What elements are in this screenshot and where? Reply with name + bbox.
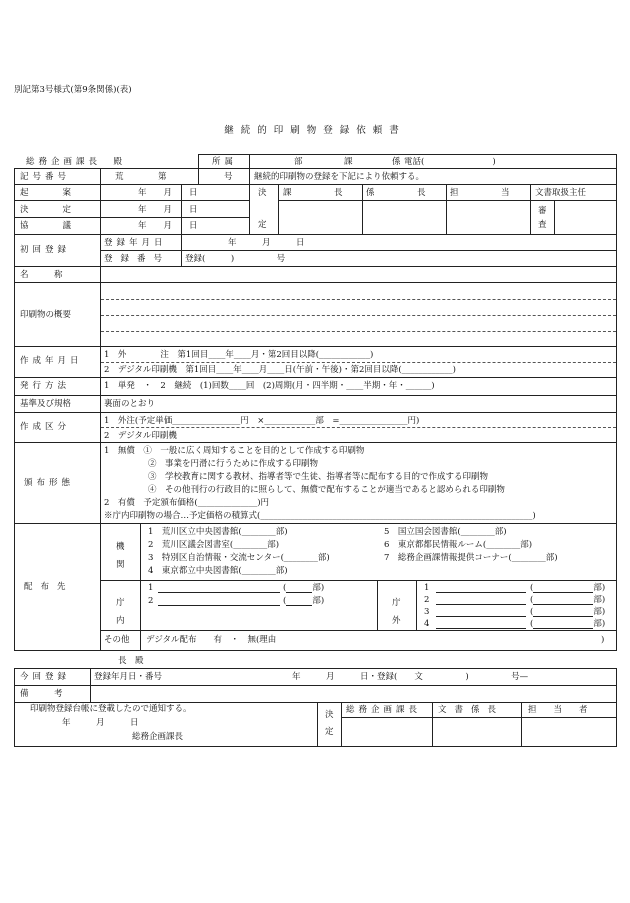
sakusei-label: 作成年月日 xyxy=(20,356,83,366)
kijun-label: 基準及び規格 xyxy=(20,399,72,409)
hanpu-l3: ③ 学校教育に関する教材、指導者等で生徒、指導者等に配布する目的で作成する印刷物 xyxy=(148,472,489,482)
kijun-value: 裏面のとおり xyxy=(104,399,156,409)
kikan-label: 機関 xyxy=(116,542,125,570)
shokai-num-value[interactable]: 登録( ) 号 xyxy=(185,254,286,264)
chougai-label: 庁外 xyxy=(392,598,401,626)
hakkou-label: 発行方法 xyxy=(20,381,71,391)
sakusei-kubun-line2: 2 デジタル印刷機 xyxy=(104,431,177,441)
gaiyou-label: 印刷物の概要 xyxy=(20,310,72,320)
kikan-3[interactable]: 3 特別区自治情報・交流センター(________部) xyxy=(148,553,330,563)
bunsho-label: 文書取扱主任 xyxy=(535,188,587,198)
kikan-5[interactable]: 5 国立国会図書館(________部) xyxy=(384,527,507,537)
kikan-4[interactable]: 4 東京都立中央図書館(________部) xyxy=(148,566,288,576)
chou-dono: 長 殿 xyxy=(118,656,144,666)
chougai-num-1: 1 xyxy=(424,583,430,593)
request-text: 継続的印刷物の登録を下記により依頼する。 xyxy=(254,172,425,182)
tantousha: 担 当 者 xyxy=(528,705,588,715)
chougai-num-2: 2 xyxy=(424,595,430,605)
hanpu-l5[interactable]: 2 有償 予定頒布価格(______________)円 xyxy=(104,498,270,508)
chougai-field-1[interactable] xyxy=(436,583,526,593)
chougai-bu-2: 部) xyxy=(593,595,606,605)
notice-text: 印刷物登録台帳に登載したので通知する。 xyxy=(30,704,192,714)
konkai-value[interactable]: 年 月 日・登録( 文 ) 号— xyxy=(292,672,529,682)
hanpu-l6[interactable]: ※庁内印刷物の場合…予定価格の積算式(________________________________________________________________) xyxy=(104,511,536,521)
bunsho-kakari: 文書係長 xyxy=(438,705,505,715)
bottom-tei: 定 xyxy=(325,727,334,737)
form-header: 別記第3号様式(第9条関係)(表) xyxy=(14,85,132,95)
sonota-label: その他 xyxy=(104,635,130,645)
kachou-label: 課 長 xyxy=(283,188,343,198)
notice-signer: 総務企画課長 xyxy=(132,732,184,742)
chougai-field-2[interactable] xyxy=(436,595,526,605)
name-label: 名 称 xyxy=(20,270,63,280)
hanpu-l4: ④ その他刊行の行政目的に照らして、無償で配布することが適当であると認められる印刷物 xyxy=(148,485,505,495)
sakusei-line2[interactable]: 2 デジタル印刷機 第1回目____年____月____日(午前・午後)・第2回目以降(____________) xyxy=(104,365,456,375)
shokai-label: 初回登録 xyxy=(20,245,71,255)
shokai-date-value[interactable]: 年 月 日 xyxy=(228,238,305,248)
soumu-kachou: 総務企画課長 xyxy=(346,705,422,715)
shokai-date-label: 登録年月日 xyxy=(104,238,167,248)
kigo-dai: 第 xyxy=(158,172,167,182)
kakari-label: 係 長 xyxy=(366,188,426,198)
chounai-field-1[interactable] xyxy=(158,583,280,593)
affiliation-section: 課 xyxy=(344,157,353,167)
hanpu-label: 頒布形態 xyxy=(24,478,75,488)
affiliation-unit: 係 xyxy=(392,157,401,167)
kikan-6[interactable]: 6 東京都都民情報ルーム(________部) xyxy=(384,540,533,550)
addressee: 総務企画課長 殿 xyxy=(26,157,127,167)
kian-label: 起 案 xyxy=(20,188,72,198)
kikan-1[interactable]: 1 荒川区立中央図書館(________部) xyxy=(148,527,288,537)
haifu-label: 配布先 xyxy=(24,582,74,592)
kikan-7[interactable]: 7 総務企画課情報提供コーナー(________部) xyxy=(384,553,558,563)
kian-date[interactable]: 年 月 日 xyxy=(138,188,198,198)
kettei-label: 決 定 xyxy=(20,205,72,215)
chounai-label: 庁内 xyxy=(116,598,125,626)
bottom-ketsu: 決 xyxy=(325,710,334,720)
chougai-field-4[interactable] xyxy=(436,619,526,629)
sakusei-kubun-line1[interactable]: 1 外注(予定単価________________円 ×____________部 =________________円) xyxy=(104,416,420,426)
sonota-close-paren: ) xyxy=(601,635,605,645)
hanpu-l2: ② 事業を円滑に行うために作成する印刷物 xyxy=(148,459,319,469)
chougai-bu-1: 部) xyxy=(593,583,606,593)
chougai-bu-3: 部) xyxy=(593,607,606,617)
chounai-num-2: 2 xyxy=(148,596,154,606)
hanpu-l1: 1 無償 ① 一般に広く周知することを目的として作成する印刷物 xyxy=(104,446,365,456)
kettei-date[interactable]: 年 月 日 xyxy=(138,205,198,215)
chougai-num-4: 4 xyxy=(424,619,430,629)
kigo-go: 号 xyxy=(224,172,233,182)
chougai-num-3: 3 xyxy=(424,607,430,617)
affiliation-label: 所属 xyxy=(212,157,238,167)
notice-date: 年 月 日 xyxy=(62,718,139,728)
chougai-bu-4: 部) xyxy=(593,619,606,629)
sakusei-kubun-label: 作成区分 xyxy=(20,422,71,432)
chounai-bu-1: 部) xyxy=(312,583,325,593)
kikan-2[interactable]: 2 荒川区議会図書室(________部) xyxy=(148,540,280,550)
hakkou-value[interactable]: 1 単発 ・ 2 継続 (1)回数____回 (2)周期(月・四半期・____半期・年・______) xyxy=(104,381,435,391)
chounai-bu-2: 部) xyxy=(312,596,325,606)
konkai-date-label: 登録年月日・番号 xyxy=(94,672,163,682)
sakusei-line1[interactable]: 1 外 注 第1回目____年____月・第2回目以降(____________) xyxy=(104,350,374,360)
konkai-label: 今回登録 xyxy=(20,672,71,682)
shinsa-label: 審査 xyxy=(538,206,547,230)
ketsu-char: 決 xyxy=(258,188,267,198)
kigo-label: 記号番号 xyxy=(20,172,71,182)
chounai-field-2[interactable] xyxy=(158,596,280,606)
chounai-num-1: 1 xyxy=(148,583,154,593)
affiliation-dept: 部 xyxy=(294,157,303,167)
form-title: 継続的印刷物登録依頼書 xyxy=(224,125,406,136)
kyougi-date[interactable]: 年 月 日 xyxy=(138,221,198,231)
kigo-ara: 荒 xyxy=(115,172,124,182)
bikou-label: 備 考 xyxy=(20,689,63,699)
kyougi-label: 協 議 xyxy=(20,221,72,231)
affiliation-phone[interactable]: 電話( ) xyxy=(404,157,496,167)
tantou-label: 担 当 xyxy=(450,188,510,198)
shokai-num-label: 登録番号 xyxy=(104,254,171,264)
chougai-field-3[interactable] xyxy=(436,607,526,617)
tei-char: 定 xyxy=(258,220,267,230)
sonota-value[interactable]: デジタル配布 有 ・ 無(理由 xyxy=(146,635,277,645)
